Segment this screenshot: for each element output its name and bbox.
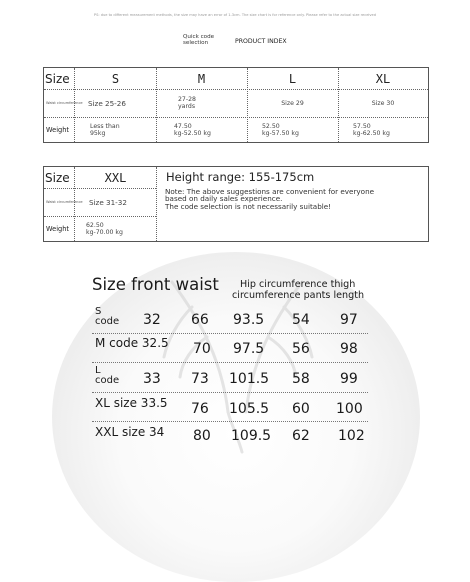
row-m-length: 98 [340,341,358,357]
row-s-length: 97 [340,312,358,328]
height-range-heading: Height range: 155-175cm [166,170,315,184]
row-xl-thigh: 60 [292,401,310,417]
weight-l-value: 52.50 kg-57.50 kg [262,122,299,137]
row-l-hip: 101.5 [229,371,270,387]
xxl-waist-row-label: Waist circumference [46,200,83,204]
waist-row-label: Waist circumference [46,101,83,105]
row-l-length: 99 [340,371,358,387]
weight-xxl-value: 62.50 kg-70.00 kg [86,221,123,236]
size-table-xxl [43,166,429,242]
weight-row-label: Weight [46,125,69,134]
size-l-header: L [288,71,297,86]
xxl-weight-row-label: Weight [46,224,69,233]
row-s-code: S code [95,306,120,327]
waist-s-value: Size 25-26 [88,98,126,108]
row-xxl-thigh: 62 [292,428,310,444]
row-s-thigh: 54 [292,312,310,328]
row-l-waist: 33 [143,371,161,387]
quick-code-selection-link[interactable] [183,34,214,47]
waist-m-value: 27-28 yards [178,96,196,110]
weight-m-value: 47.50 kg-52.50 kg [174,122,211,137]
weight-xl-value: 57.50 kg-62.50 kg [353,122,390,137]
chart-title-right-line2: circumference pants length [232,290,365,301]
size-xxl-header: XXL [104,170,127,185]
waist-xl-value: Size 30 [371,99,395,107]
size-table-main [43,67,429,143]
quick-code-line1: Quick code [183,34,215,40]
measurement-disclaimer: PS: due to different measurement methods, the size may have an error of 1-3cm. The size chart is for reference only. Please refer to the actual size received [93,13,377,17]
row-l-thigh: 58 [292,371,310,387]
row-m-front-waist: 70 [193,341,211,357]
row-xl-length: 100 [336,401,363,417]
row-l-front-waist: 73 [191,371,209,387]
chart-title-right-line1: Hip circumference thigh [240,279,356,290]
row-m-thigh: 56 [292,341,310,357]
product-index-link[interactable]: PRODUCT INDEX [235,38,287,45]
size-s-header: S [111,71,120,86]
row-xl-front-waist: 76 [191,401,209,417]
waist-xxl-value: Size 31-32 [89,197,127,207]
weight-s-value: Less than 95kg [90,122,120,137]
row-xxl-front-waist: 80 [193,428,211,444]
sizing-note: Note: The above suggestions are convenient for everyone based on daily sales experience. The code selection is not necessarily suitable! [165,187,375,211]
row-l-code: L code [95,365,120,386]
row-xxl-code: XXL size 34 [95,425,165,439]
row-m-code: M code 32.5 [95,336,169,350]
row-s-hip: 93.5 [233,312,265,328]
chart-title-left: Size front waist [92,275,219,294]
row-m-hip: 97.5 [233,341,265,357]
row-xl-hip: 105.5 [229,401,270,417]
size-m-header: M [197,71,206,86]
size-header-label: Size [45,71,70,86]
row-s-waist: 32 [143,312,161,328]
size-xl-header: XL [375,71,391,86]
row-xxl-hip: 109.5 [231,428,272,444]
quick-code-line2: selection [183,40,209,47]
row-xxl-length: 102 [338,428,365,444]
row-s-front-waist: 66 [191,312,209,328]
xxl-size-header-label: Size [45,170,70,185]
row-xl-code: XL size 33.5 [95,396,168,410]
waist-l-value: Size 29 [281,99,304,107]
